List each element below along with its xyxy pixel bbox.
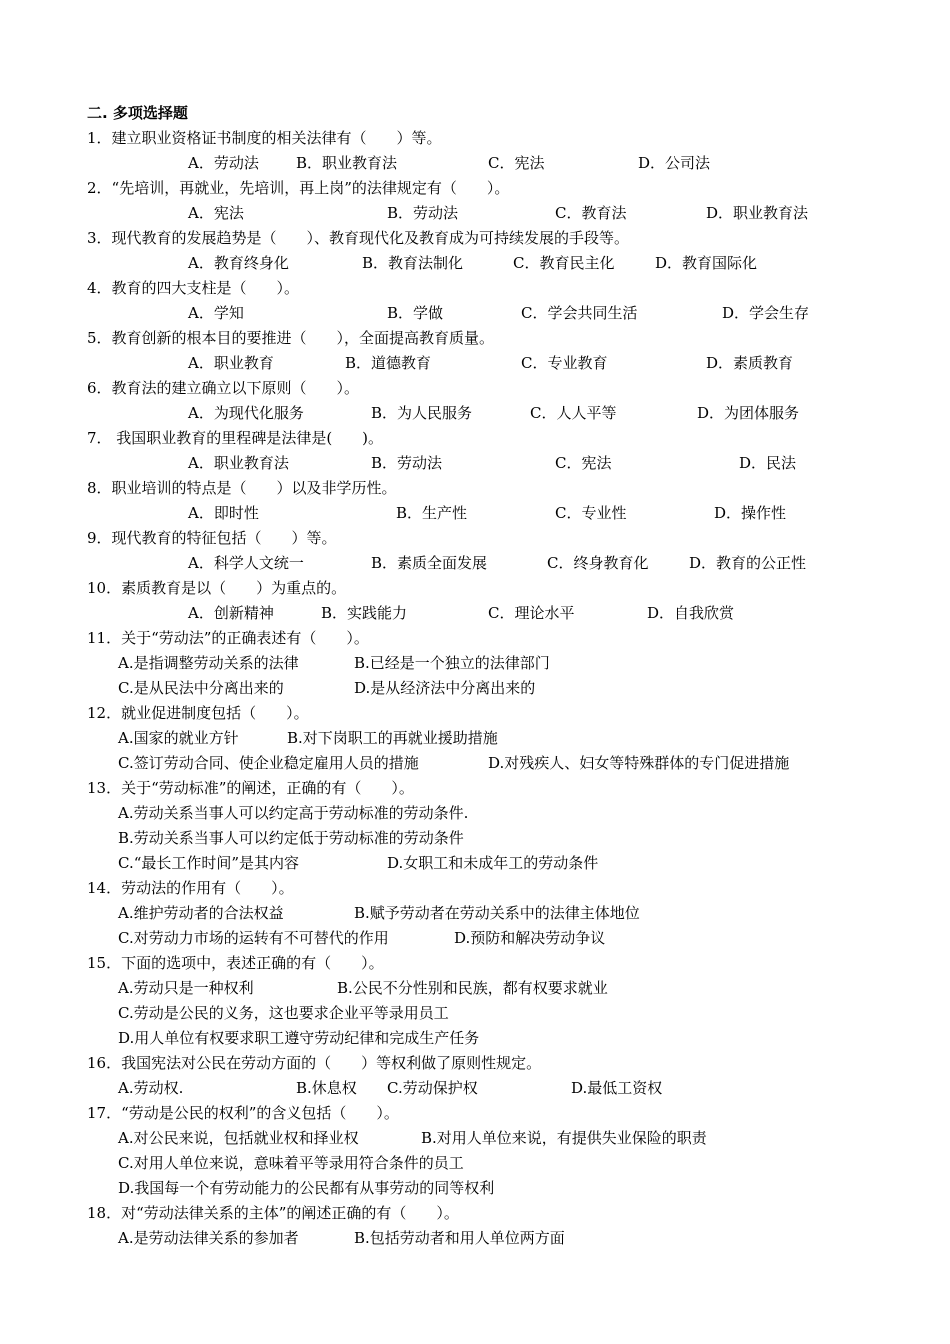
option-b: B．学做 [387, 304, 444, 322]
option-d: D．职业教育法 [706, 204, 809, 222]
option-c: C.“最长工作时间”是其内容 [118, 854, 300, 872]
option-a: A．即时性 [188, 504, 259, 522]
option-c: C．宪法 [555, 454, 612, 472]
question-text: 3．现代教育的发展趋势是（ ）、教育现代化及教育成为可持续发展的手段等。 [87, 229, 630, 247]
option-a: A.劳动权. [118, 1079, 184, 1097]
option-c: C．终身教育化 [547, 554, 649, 572]
option-a: A．创新精神 [188, 604, 274, 622]
option-b: B.赋予劳动者在劳动关系中的法律主体地位 [354, 904, 640, 922]
question-text: 10．素质教育是以（ ）为重点的。 [87, 579, 347, 597]
option-c: C．专业性 [555, 504, 627, 522]
option-d: D.女职工和未成年工的劳动条件 [387, 854, 599, 872]
option-d: D.预防和解决劳动争议 [454, 929, 606, 947]
option-c: C.对用人单位来说，意味着平等录用符合条件的员工 [118, 1154, 464, 1172]
option-b: B．教育法制化 [362, 254, 464, 272]
option-a: A．职业教育法 [188, 454, 289, 472]
option-c: C．学会共同生活 [521, 304, 638, 322]
option-a: A.是指调整劳动关系的法律 [118, 654, 299, 672]
option-a: A．宪法 [188, 204, 244, 222]
option-b: B.对下岗职工的再就业援助措施 [287, 729, 498, 747]
option-b: B.劳动关系当事人可以约定低于劳动标准的劳动条件 [118, 829, 464, 847]
question-text: 7． 我国职业教育的里程碑是法律是( )。 [87, 429, 384, 447]
option-d: D．操作性 [714, 504, 787, 522]
option-d: D．为团体服务 [697, 404, 800, 422]
option-c: C.是从民法中分离出来的 [118, 679, 284, 697]
option-d: D．学会生存 [722, 304, 810, 322]
option-a: A.国家的就业方针 [118, 729, 239, 747]
question-text: 18．对“劳动法律关系的主体”的阐述正确的有（ ）。 [87, 1204, 459, 1222]
option-b: B.已经是一个独立的法律部门 [354, 654, 550, 672]
option-b: B．生产性 [396, 504, 468, 522]
question-text: 14．劳动法的作用有（ ）。 [87, 879, 294, 897]
option-d: D．公司法 [638, 154, 711, 172]
option-d: D.是从经济法中分离出来的 [354, 679, 536, 697]
option-b: B.对用人单位来说，有提供失业保险的职责 [421, 1129, 707, 1147]
question-text: 12．就业促进制度包括（ ）。 [87, 704, 309, 722]
section-title: 二. 多项选择题 [87, 104, 188, 122]
option-c: C．宪法 [488, 154, 545, 172]
option-d: D．民法 [739, 454, 797, 472]
option-b: B．道德教育 [345, 354, 432, 372]
option-a: A．职业教育 [188, 354, 274, 372]
question-text: 1．建立职业资格证书制度的相关法律有（ ）等。 [87, 129, 442, 147]
question-text: 15．下面的选项中，表述正确的有（ ）。 [87, 954, 384, 972]
option-b: B．职业教育法 [296, 154, 398, 172]
question-text: 8．职业培训的特点是（ ）以及非学历性。 [87, 479, 397, 497]
option-b: B．劳动法 [371, 454, 443, 472]
option-c: C.对劳动力市场的运转有不可替代的作用 [118, 929, 389, 947]
option-c: C.劳动保护权 [387, 1079, 478, 1097]
option-a: A.劳动关系当事人可以约定高于劳动标准的劳动条件. [118, 804, 469, 822]
option-b: B．为人民服务 [371, 404, 473, 422]
option-d: D．教育的公正性 [689, 554, 807, 572]
option-c: C．专业教育 [521, 354, 608, 372]
option-d: D.我国每一个有劳动能力的公民都有从事劳动的同等权利 [118, 1179, 495, 1197]
question-text: 9．现代教育的特征包括（ ）等。 [87, 529, 337, 547]
option-d: D．自我欣赏 [647, 604, 735, 622]
option-c: C．教育民主化 [513, 254, 615, 272]
option-d: D.最低工资权 [571, 1079, 663, 1097]
question-text: 4．教育的四大支柱是（ ）。 [87, 279, 300, 297]
question-text: 16．我国宪法对公民在劳动方面的（ ）等权利做了原则性规定。 [87, 1054, 542, 1072]
question-text: 17．“劳动是公民的权利”的含义包括（ ）。 [87, 1104, 399, 1122]
option-a: A.对公民来说，包括就业权和择业权 [118, 1129, 359, 1147]
option-a: A．科学人文统一 [188, 554, 304, 572]
option-b: B.公民不分性别和民族，都有权要求就业 [337, 979, 608, 997]
option-b: B.休息权 [296, 1079, 357, 1097]
question-text: 5．教育创新的根本目的要推进（ ），全面提高教育质量。 [87, 329, 495, 347]
option-a: A．劳动法 [188, 154, 259, 172]
option-b: B．实践能力 [321, 604, 408, 622]
option-d: D.用人单位有权要求职工遵守劳动纪律和完成生产任务 [118, 1029, 480, 1047]
option-d: D．素质教育 [706, 354, 794, 372]
option-c: C．理论水平 [488, 604, 575, 622]
option-a: A.劳动只是一种权利 [118, 979, 254, 997]
question-text: 11．关于“劳动法”的正确表述有（ ）。 [87, 629, 369, 647]
option-a: A．为现代化服务 [188, 404, 304, 422]
option-b: B．劳动法 [387, 204, 459, 222]
option-b: B．素质全面发展 [371, 554, 488, 572]
option-a: A．学知 [188, 304, 244, 322]
option-d: D.对残疾人、妇女等特殊群体的专门促进措施 [488, 754, 790, 772]
option-c: C．人人平等 [530, 404, 617, 422]
option-c: C.签订劳动合同、使企业稳定雇用人员的措施 [118, 754, 419, 772]
option-c: C.劳动是公民的义务，这也要求企业平等录用员工 [118, 1004, 449, 1022]
option-b: B.包括劳动者和用人单位两方面 [354, 1229, 565, 1247]
option-c: C．教育法 [555, 204, 627, 222]
option-a: A．教育终身化 [188, 254, 289, 272]
question-text: 6．教育法的建立确立以下原则（ ）。 [87, 379, 360, 397]
option-a: A.维护劳动者的合法权益 [118, 904, 284, 922]
option-a: A.是劳动法律关系的参加者 [118, 1229, 299, 1247]
option-d: D．教育国际化 [655, 254, 758, 272]
question-text: 2．“先培训，再就业，先培训，再上岗”的法律规定有（ ）。 [87, 179, 510, 197]
question-text: 13．关于“劳动标准”的阐述，正确的有（ ）。 [87, 779, 414, 797]
